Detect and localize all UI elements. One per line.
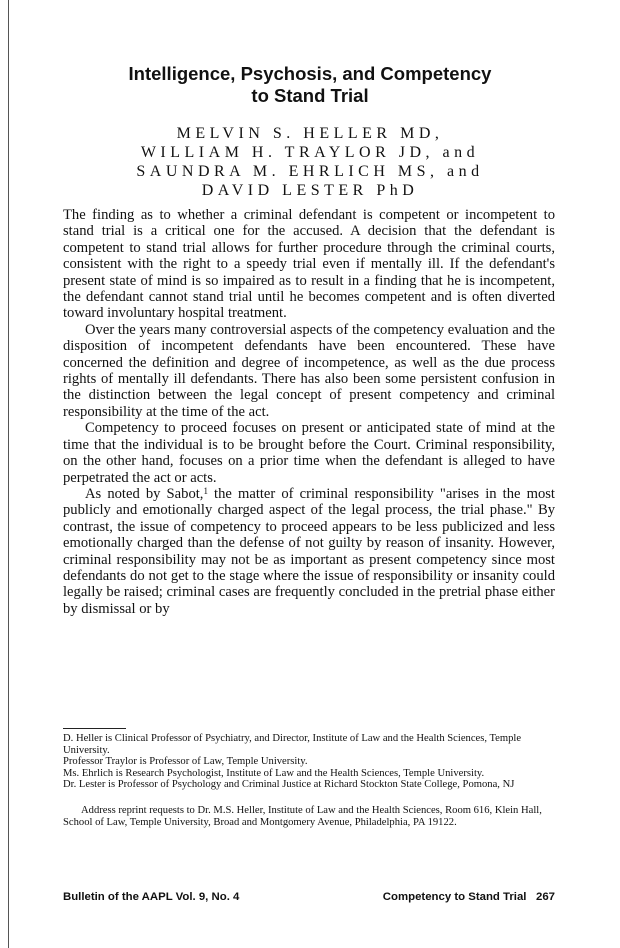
body-paragraph-2: Over the years many controversial aspects of the competency evaluation and the disposition of incompetent defendants have been encountered. These have concerned the definition and degree of incompetence, as well as the due process rights of mentally ill defendants. There has also been some persistent confusion in the distinction between the legal concept of present competency and criminal responsibility at the time of the act. [63,321,555,420]
body-paragraph-1: The finding as to whether a criminal defendant is competent or incompetent to stand trial is a critical one for the accused. A decision that the defendant is competent to stand trial allows for further procedure through the criminal courts, consistent with the right to a speedy trial even if mentally ill. If the defendant's present state of mind is so impaired as to result in a finding that he is incompetent, the defendant cannot stand trial until he becomes competent and is often diverted toward involuntary hospital treatment. [63,207,555,322]
article-title [60,63,560,107]
footnotes [63,733,555,828]
author-ehrlich: SAUNDRA M. EHRLICH MS, and [136,163,484,180]
body-paragraph-4 [63,486,555,617]
reference-marker: 1 [203,485,208,496]
footnote-lester: Dr. Lester is Professor of Psychology and Criminal Justice at Richard Stockton State College, Pomona, NJ [63,779,515,791]
title-line-1: Intelligence, Psychosis, and Competency [128,63,492,84]
article-body [63,207,555,617]
body-paragraph-3: Competency to proceed focuses on present or anticipated state of mind at the time that the individual is to be brought before the Court. Criminal responsibility, on the other hand, focuses on a prior time when the defendant is alleged to have perpetrated the act or acts. [63,420,555,486]
author-lester: DAVID LESTER PhD [201,182,419,199]
page-number: 267 [535,891,555,903]
author-list [60,124,560,200]
footnote-heller: D. Heller is Clinical Professor of Psychiatry, and Director, Institute of Law and the Health Sciences, Temple University. [63,733,522,756]
footer-running-title: Competency to Stand Trial [382,891,527,903]
footer-journal: Bulletin of the AAPL Vol. 9, No. 4 [63,891,240,903]
p4-text-after-ref: the matter of criminal responsibility "arises in the most publicly and emotionally charged aspect of the legal process, the trial phase." By contrast, the issue of competency to proceed appears to be less publicized and less emotionally charged than the defense of not guilty by reason of insanity. However, criminal responsibility may not be as important as present competency since most defendants do not get to the stage where the issue of responsibility or insanity could legally be raised; criminal cases are frequently concluded in the pretrial phase either by dismissal or by [63,485,555,617]
footnote-rule [63,728,126,729]
footnote-ehrlich: Ms. Ehrlich is Research Psychologist, Institute of Law and the Health Sciences, Temple University. [63,767,485,779]
footnote-reprint-address: Address reprint requests to Dr. M.S. Heller, Institute of Law and the Health Sciences, Room 616, Klein Hall, School of Law, Temple University, Broad and Montgomery Avenue, Philadelphia, PA 19122. [63,804,542,828]
footnote-traylor: Professor Traylor is Professor of Law, Temple University. [63,756,308,768]
title-line-2: to Stand Trial [251,85,369,106]
author-traylor: WILLIAM H. TRAYLOR JD, and [140,144,480,161]
p4-text-before-ref: As noted by Sabot, [85,485,204,502]
author-heller: MELVIN S. HELLER MD, [176,125,444,142]
scan-edge-line [8,0,9,948]
footer-right [383,891,555,903]
